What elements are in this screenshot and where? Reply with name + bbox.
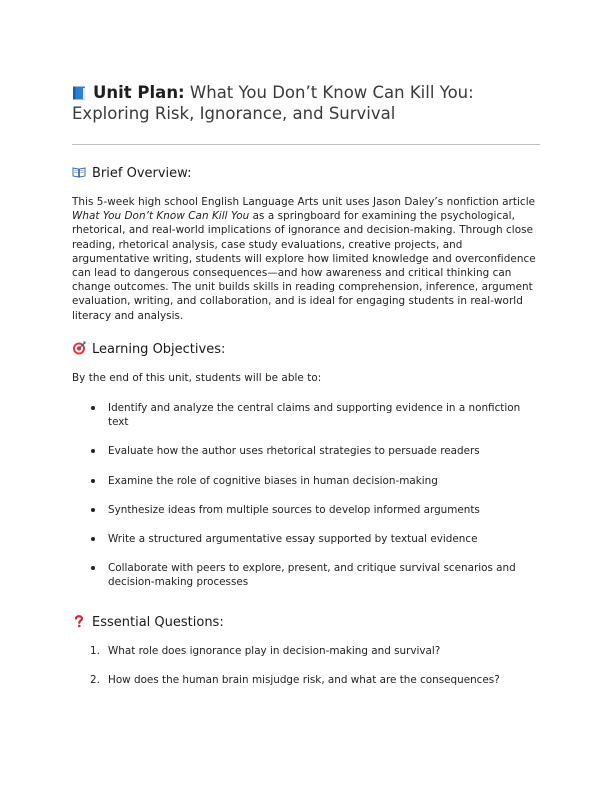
target-icon [72, 341, 86, 355]
question-mark-icon [72, 614, 86, 628]
title-lead: Unit Plan: [93, 83, 185, 102]
overview-section [72, 165, 540, 323]
overview-paragraph: This 5-week high school English Language Arts unit uses Jason Daley’s nonfiction article What You Don’t Know Can Kill You as a springboard for examining the psychological, rhetorical, and real-world implications of ignorance and decision-making. Through close reading, rhetorical analysis, case study evaluations, creative projects, and argumentative writing, students will explore how limited knowledge and overconfidence can lead to dangerous consequences—and how awareness and critical thinking can change outcomes. The unit builds skills in reading comprehension, inference, argument evaluation, writing, and collaboration, and is ideal for engaging students in real-world literacy and analysis. [72, 196, 536, 322]
list-item: Collaborate with peers to explore, present, and critique survival scenarios and decision-making processes [90, 561, 540, 589]
overview-heading: Brief Overview: [72, 165, 540, 183]
questions-heading: Essential Questions: [72, 614, 540, 632]
questions-section [72, 614, 540, 687]
page-title [72, 82, 540, 124]
list-item: Synthesize ideas from multiple sources to develop informed arguments [90, 503, 540, 517]
list-item: Examine the role of cognitive biases in human decision-making [90, 474, 540, 488]
list-item: 2. How does the human brain misjudge risk, and what are the consequences? [90, 673, 500, 686]
title-text: What You Don’t Know Can Kill You: Exploring Risk, Ignorance, and Survival [72, 83, 474, 123]
objectives-heading: Learning Objectives: [72, 341, 540, 359]
list-item: Evaluate how the author uses rhetorical strategies to persuade readers [90, 444, 540, 458]
questions-list [72, 644, 540, 687]
blue-book-icon [72, 86, 87, 100]
objectives-intro: By the end of this unit, students will be able to: [72, 371, 322, 384]
objectives-section [72, 341, 540, 590]
list-item: Identify and analyze the central claims and supporting evidence in a nonfiction text [90, 401, 540, 429]
divider [72, 144, 540, 145]
open-book-icon [72, 165, 86, 179]
objectives-list [72, 401, 540, 590]
list-item: Write a structured argumentative essay supported by textual evidence [90, 532, 540, 546]
list-item: 1. What role does ignorance play in decision-making and survival? [90, 644, 441, 657]
article-title: What You Don’t Know Can Kill You [72, 210, 250, 223]
